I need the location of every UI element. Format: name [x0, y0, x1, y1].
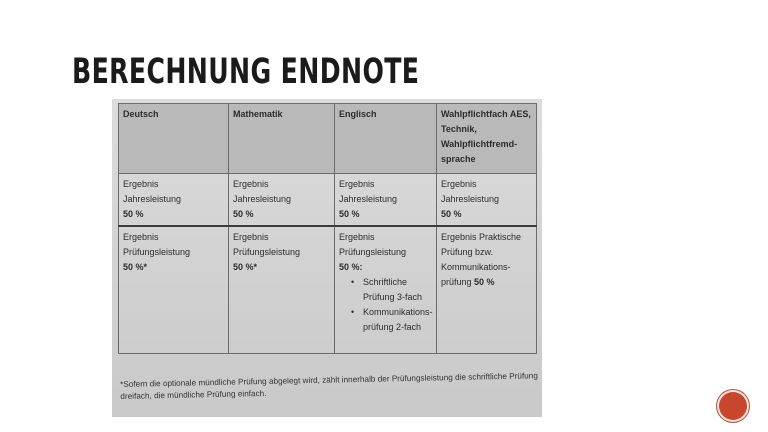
sheet	[118, 103, 538, 403]
cell-line: Jahresleistung	[339, 194, 398, 204]
cell-line: Ergebnis	[233, 232, 269, 242]
table-row	[119, 226, 537, 354]
cell-weight: 50 %	[441, 209, 462, 219]
table-cell	[437, 226, 537, 354]
table-cell	[437, 174, 537, 227]
list-item: • Kommunikations-prüfung 2-fach	[353, 305, 432, 335]
table-row	[119, 174, 537, 227]
grade-table	[118, 103, 537, 354]
table-header-row	[119, 104, 537, 174]
cell-line: Ergebnis	[233, 179, 269, 189]
exam-parts-list	[339, 275, 432, 335]
footnote-line: dreifach, die mündliche Prüfung einfach.	[120, 388, 267, 401]
slide-left-bar	[0, 0, 12, 432]
header-englisch: Englisch	[335, 104, 437, 174]
cell-line: Prüfungsleistung	[339, 247, 407, 257]
cell-line: Prüfungsleistung	[233, 247, 301, 257]
table-cell	[229, 226, 335, 354]
cell-line: Jahresleistung	[123, 194, 182, 204]
cell-weight: 50 %	[233, 209, 254, 219]
cell-line: Ergebnis	[123, 232, 159, 242]
cell-line: Ergebnis	[339, 232, 375, 242]
cell-weight: 50 %	[339, 209, 360, 219]
cell-weight: 50 %	[123, 209, 144, 219]
footnote-line: *Sofern die optionale mündliche Prüfung abgelegt wird, zählt innerhalb der Prüfungsleistung die schriftliche Prüfung	[120, 371, 538, 389]
table-cell	[119, 226, 229, 354]
header-deutsch: Deutsch	[119, 104, 229, 174]
header-mathematik: Mathematik	[229, 104, 335, 174]
cell-line: Ergebnis	[339, 179, 375, 189]
table-cell	[335, 174, 437, 227]
table-photo	[112, 99, 542, 417]
footnote	[120, 370, 542, 403]
cell-line: Ergebnis	[123, 179, 159, 189]
table-cell	[229, 174, 335, 227]
cell-text: Ergebnis Praktische Prüfung bzw. Kommunikations-prüfung	[441, 232, 522, 287]
cell-weight: 50 %:	[339, 262, 363, 272]
header-wahlpflichtfach: Wahlpflichtfach AES, Technik, Wahlpflichtfremd-sprache	[437, 104, 537, 174]
table-cell	[119, 174, 229, 227]
cell-line: Jahresleistung	[441, 194, 500, 204]
slide-title: BERECHNUNG ENDNOTE	[72, 52, 420, 92]
cell-weight: 50 %*	[233, 262, 258, 272]
list-item: • Schriftliche Prüfung 3-fach	[353, 275, 432, 305]
next-slide-button[interactable]	[719, 392, 747, 420]
cell-line: Prüfungsleistung	[123, 247, 191, 257]
cell-line: Ergebnis	[441, 179, 477, 189]
cell-weight: 50 %*	[123, 262, 148, 272]
table-cell	[335, 226, 437, 354]
cell-line: Jahresleistung	[233, 194, 292, 204]
cell-weight: 50 %	[474, 277, 495, 287]
